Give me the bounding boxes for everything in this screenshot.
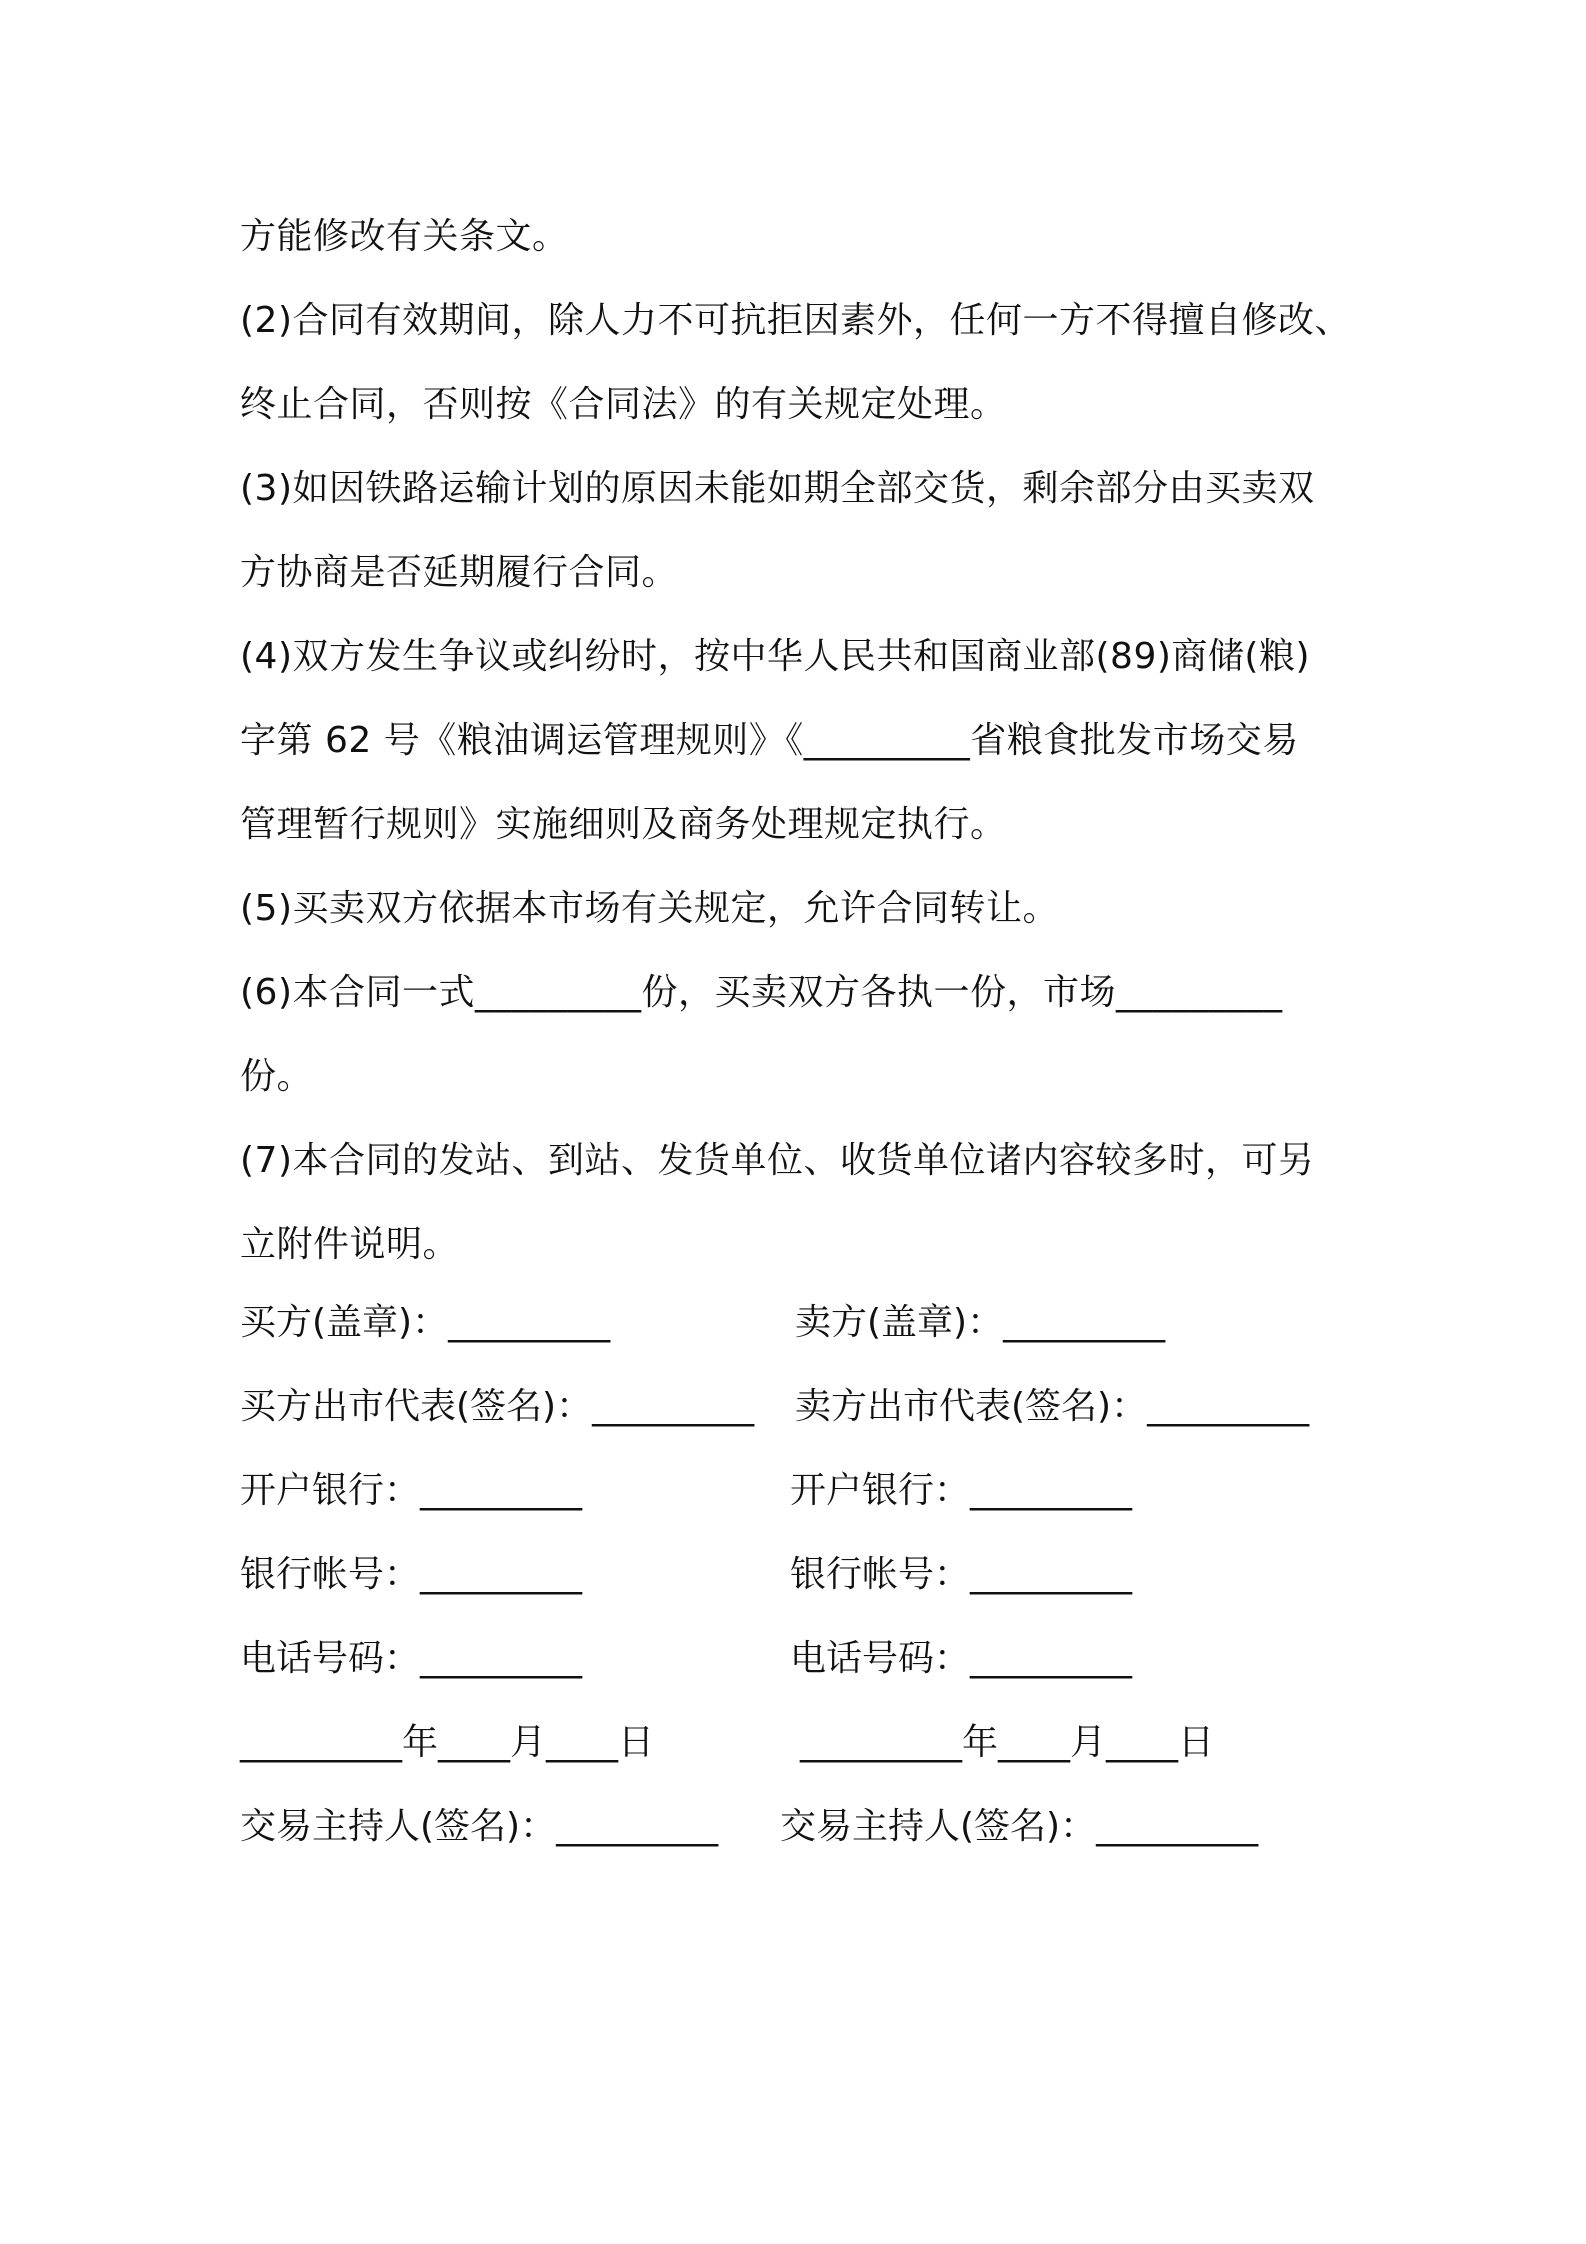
buyer-seal-field: 买方(盖章)：_________ bbox=[240, 1302, 611, 1343]
clause-line: 方能修改有关条文。 bbox=[240, 216, 569, 257]
signature-block bbox=[240, 1281, 1360, 1869]
seller-phone-field: 电话号码：_________ bbox=[790, 1638, 1133, 1679]
buyer-bank-field: 开户银行：_________ bbox=[240, 1470, 583, 1511]
clause-line: (2)合同有效期间，除人力不可抗拒因素外，任何一方不得擅自修改、 bbox=[240, 300, 1351, 341]
clause-line: 字第 62 号《粮油调运管理规则》《_________省粮食批发市场交易 bbox=[240, 720, 1299, 761]
bank-row bbox=[240, 1449, 1360, 1533]
clause-line: (5)买卖双方依据本市场有关规定，允许合同转让。 bbox=[240, 888, 1059, 929]
clause-line: (7)本合同的发站、到站、发货单位、收货单位诸内容较多时，可另 bbox=[240, 1140, 1315, 1181]
clause-line: 终止合同，否则按《合同法》的有关规定处理。 bbox=[240, 384, 1007, 425]
host-row bbox=[240, 1785, 1360, 1869]
clause-line: 份。 bbox=[240, 1056, 314, 1097]
buyer-date-field: _________年____月____日 bbox=[240, 1722, 654, 1763]
buyer-phone-field: 电话号码：_________ bbox=[240, 1638, 583, 1679]
seller-seal-field: 卖方(盖章)：_________ bbox=[795, 1302, 1166, 1343]
clause-line: (6)本合同一式_________份，买卖双方各执一份，市场_________ bbox=[240, 972, 1283, 1013]
buyer-account-field: 银行帐号：_________ bbox=[240, 1554, 583, 1595]
representative-row bbox=[240, 1365, 1360, 1449]
account-row bbox=[240, 1533, 1360, 1617]
seal-row bbox=[240, 1281, 1360, 1365]
seller-rep-field: 卖方出市代表(签名)：_________ bbox=[795, 1386, 1310, 1427]
phone-row bbox=[240, 1617, 1360, 1701]
buyer-rep-field: 买方出市代表(签名)：_________ bbox=[240, 1386, 755, 1427]
clause-line: (3)如因铁路运输计划的原因未能如期全部交货，剩余部分由买卖双 bbox=[240, 468, 1315, 509]
host-left-field: 交易主持人(签名)：_________ bbox=[240, 1806, 719, 1847]
contract-clauses bbox=[240, 195, 1360, 1287]
host-right-field: 交易主持人(签名)：_________ bbox=[780, 1806, 1259, 1847]
seller-date-field: _________年____月____日 bbox=[800, 1722, 1214, 1763]
seller-bank-field: 开户银行：_________ bbox=[790, 1470, 1133, 1511]
clause-line: 管理暂行规则》实施细则及商务处理规定执行。 bbox=[240, 804, 1007, 845]
date-row bbox=[240, 1701, 1360, 1785]
clause-line: 立附件说明。 bbox=[240, 1224, 460, 1265]
seller-account-field: 银行帐号：_________ bbox=[790, 1554, 1133, 1595]
clause-line: (4)双方发生争议或纠纷时，按中华人民共和国商业部(89)商储(粮) bbox=[240, 636, 1310, 677]
clause-line: 方协商是否延期履行合同。 bbox=[240, 552, 679, 593]
